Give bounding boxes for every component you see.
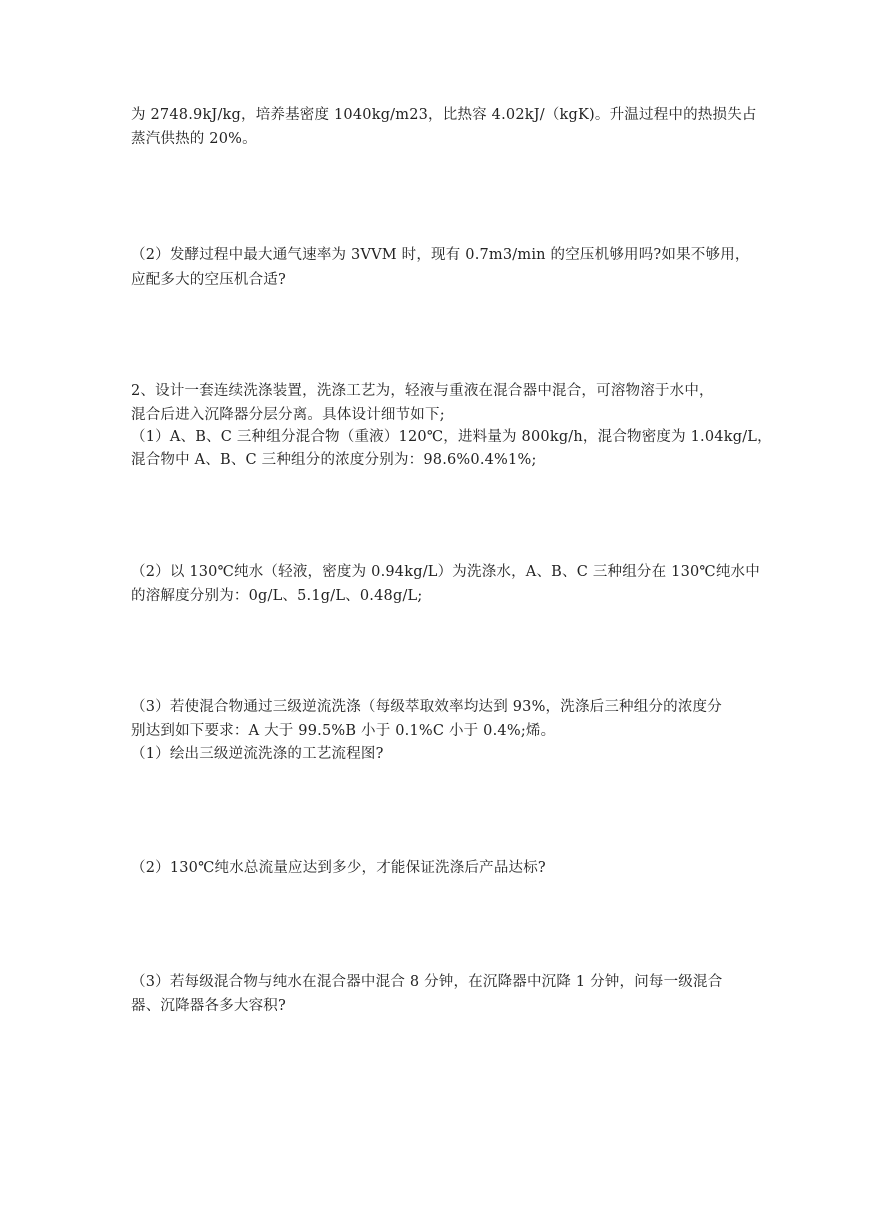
text-line: 为 2748.9kJ/kg，培养基密度 1040kg/m23，比热容 4.02kJ/（kgK)。升温过程中的热损失占 [131, 107, 757, 123]
text-line: 应配多大的空压机合适? [131, 272, 286, 288]
text-line: （3）若每级混合物与纯水在混合器中混合 8 分钟，在沉降器中沉降 1 分钟，问每一级混合 [131, 974, 723, 990]
text-line: 混合后进入沉降器分层分离。具体设计细节如下; [131, 407, 445, 423]
text-line: 2、设计一套连续洗涤装置，洗涤工艺为，轻液与重液在混合器中混合，可溶物溶于水中， [131, 383, 714, 399]
text-line: （2）发酵过程中最大通气速率为 3VVM 时，现有 0.7m3/min 的空压机够用吗?如果不够用， [131, 247, 750, 263]
text-line: 混合物中 A、B、C 三种组分的浓度分别为：98.6%0.4%1%; [131, 452, 537, 468]
text-line: （2）130℃纯水总流量应达到多少，才能保证洗涤后产品达标? [131, 860, 546, 876]
text-line: （3）若使混合物通过三级逆流洗涤（每级萃取效率均达到 93%，洗涤后三种组分的浓度分 [131, 699, 722, 715]
text-line: （1）A、B、C 三种组分混合物（重液）120℃，进料量为 800kg/h，混合物密度为 1.04kg/L， [131, 429, 772, 445]
text-line: 的溶解度分别为：0g/L、5.1g/L、0.48g/L; [131, 588, 423, 604]
text-line: 蒸汽供热的 20%。 [131, 131, 257, 147]
text-line: （2）以 130℃纯水（轻液，密度为 0.94kg/L）为洗涤水，A、B、C 三种组分在 130℃纯水中 [131, 564, 760, 580]
text-line: 器、沉降器各多大容积? [131, 998, 286, 1014]
text-line: 别达到如下要求：A 大于 99.5%B 小于 0.1%C 小于 0.4%;烯。 [131, 723, 556, 739]
text-line: （1）绘出三级逆流洗涤的工艺流程图? [131, 746, 384, 762]
